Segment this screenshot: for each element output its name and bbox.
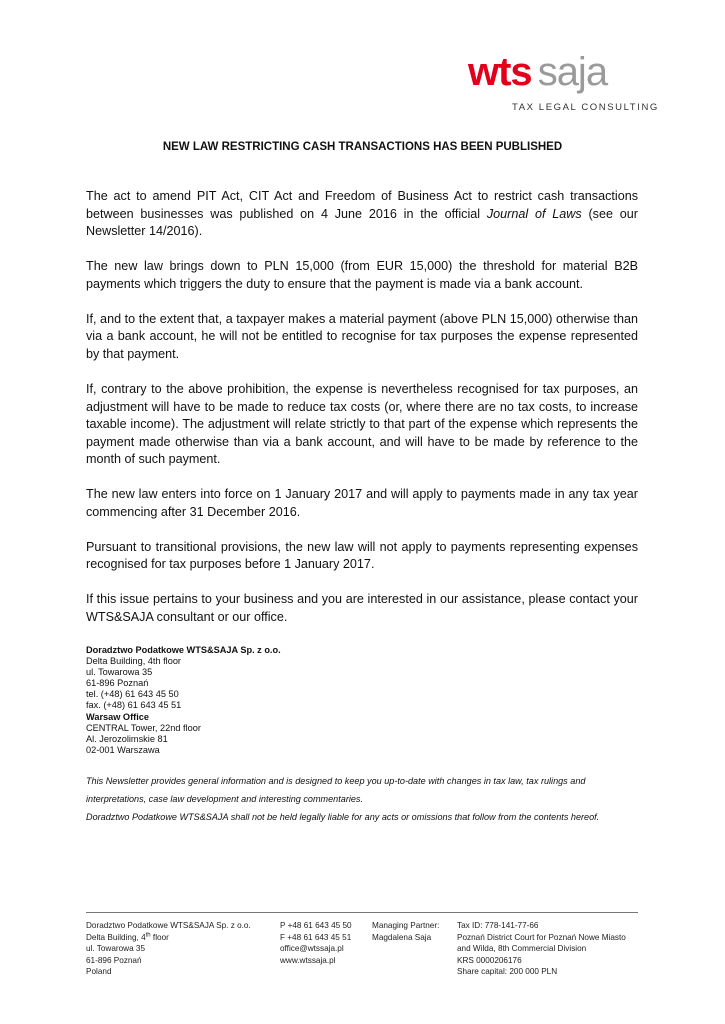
footer-address (86, 920, 276, 978)
footer-contact (280, 920, 368, 966)
footer-building-floor: floor (150, 932, 169, 942)
footer-capital: Share capital: 200 000 PLN (457, 967, 558, 977)
paragraph-6: Pursuant to transitional provisions, the new law will not apply to payments representing expenses recognised for tax purposes before 1 January 2017. (86, 539, 638, 572)
footer-divider (86, 912, 638, 913)
journal-of-laws: Journal of Laws (486, 206, 582, 221)
wts-saja-logo (468, 50, 659, 116)
paragraph-4: If, contrary to the above prohibition, the expense is nevertheless recognised for tax purposes, an adjustment will have to be made to reduce tax costs (or, where there are no tax costs, to increase taxable income). The adjustment will relate strictly to that part of the expense which represents the payment made otherwise than via a bank account, and will have to be made by reference to the month of such payment. (86, 381, 638, 467)
paragraph-1-start: The act to amend PIT Act, CIT Act and Freedom of Business Act to restrict cash transactions between businesses was published on 4 June 2016 in the official (86, 189, 638, 221)
paragraph-1 (86, 188, 638, 241)
paragraph-3: If, and to the extent that, a taxpayer makes a material payment (above PLN 15,000) otherwise than via a bank account, he will not be entitled to recognise for tax purposes the expense represented by that payment. (86, 311, 638, 361)
contact-line: Delta Building, 4th floor (86, 656, 181, 667)
contact-fax: fax. (+48) 61 643 45 51 (86, 700, 182, 711)
paragraph-5: The new law enters into force on 1 January 2017 and will apply to payments made in any tax year commencing after 31 December 2016. (86, 487, 638, 519)
contact-company: Doradztwo Podatkowe WTS&SAJA Sp. z o.o. (86, 645, 281, 655)
footer-building-sup: th (145, 931, 151, 938)
warsaw-line: Al. Jerozolimskie 81 (86, 733, 168, 744)
paragraph-1-end: (see our Newsletter 14/2016). (86, 206, 638, 239)
footer-krs: KRS 0000206176 (457, 955, 522, 965)
footer-partner-label: Managing Partner: (372, 921, 440, 930)
newsletter-title: NEW LAW RESTRICTING CASH TRANSACTIONS HAS BEEN PUBLISHED (162, 141, 563, 153)
footer-city: 61-896 Poznań (86, 955, 142, 965)
disclaimer-line-1: This Newsletter provides general information and is designed to keep you up-to-date with changes in tax law, tax rulings and (86, 776, 586, 786)
contact-phone: tel. (+48) 61 643 45 50 (86, 689, 179, 700)
paragraph-2: The new law brings down to PLN 15,000 (from EUR 15,000) the threshold for material B2B payments which triggers the duty to ensure that the payment is made via a bank account. (86, 259, 638, 291)
logo-wts: wts (468, 50, 532, 94)
contact-line: 61-896 Poznań (86, 678, 149, 689)
logo-saja: saja (537, 50, 608, 94)
footer-tax-id: Tax ID: 778-141-77-66 (457, 921, 539, 930)
footer-company: Doradztwo Podatkowe WTS&SAJA Sp. z o.o. (86, 921, 251, 930)
contact-block (86, 645, 281, 756)
newsletter-body (86, 188, 638, 644)
footer-partner (372, 920, 454, 943)
footer-division: and Wilda, 8th Commercial Division (457, 944, 587, 954)
footer-partner-name: Magdalena Saja (372, 932, 432, 942)
logo-tagline: TAX LEGAL CONSULTING (512, 102, 659, 113)
footer-phone: P +48 61 643 45 50 (280, 921, 352, 930)
footer-street: ul. Towarowa 35 (86, 944, 146, 954)
disclaimer-line-3: Doradztwo Podatkowe WTS&SAJA shall not be held legally liable for any acts or omissions that follow from the contents hereof. (86, 812, 600, 822)
warsaw-office-heading: Warsaw Office (86, 711, 149, 722)
paragraph-7: If this issue pertains to your business and you are interested in our assistance, please contact your WTS&SAJA consultant or our office. (86, 592, 638, 625)
logo-wordmark (468, 50, 607, 94)
footer-building-text: Delta Building, 4 (86, 932, 146, 942)
disclaimer-line-2: interpretations, case law development and interesting commentaries. (86, 794, 363, 804)
footer-registration (457, 920, 647, 978)
footer-court: Poznań District Court for Poznań Nowe Miasto (457, 932, 626, 942)
footer-email[interactable]: office@wtssaja.pl (280, 944, 344, 954)
footer-country: Poland (86, 967, 112, 977)
contact-line: ul. Towarowa 35 (86, 667, 153, 678)
footer-website[interactable]: www.wtssaja.pl (280, 955, 336, 965)
footer-fax: F +48 61 643 45 51 (280, 932, 352, 942)
footer-building (86, 932, 276, 944)
disclaimer (86, 772, 638, 826)
warsaw-line: 02-001 Warszawa (86, 744, 160, 755)
warsaw-line: CENTRAL Tower, 22nd floor (86, 722, 201, 733)
